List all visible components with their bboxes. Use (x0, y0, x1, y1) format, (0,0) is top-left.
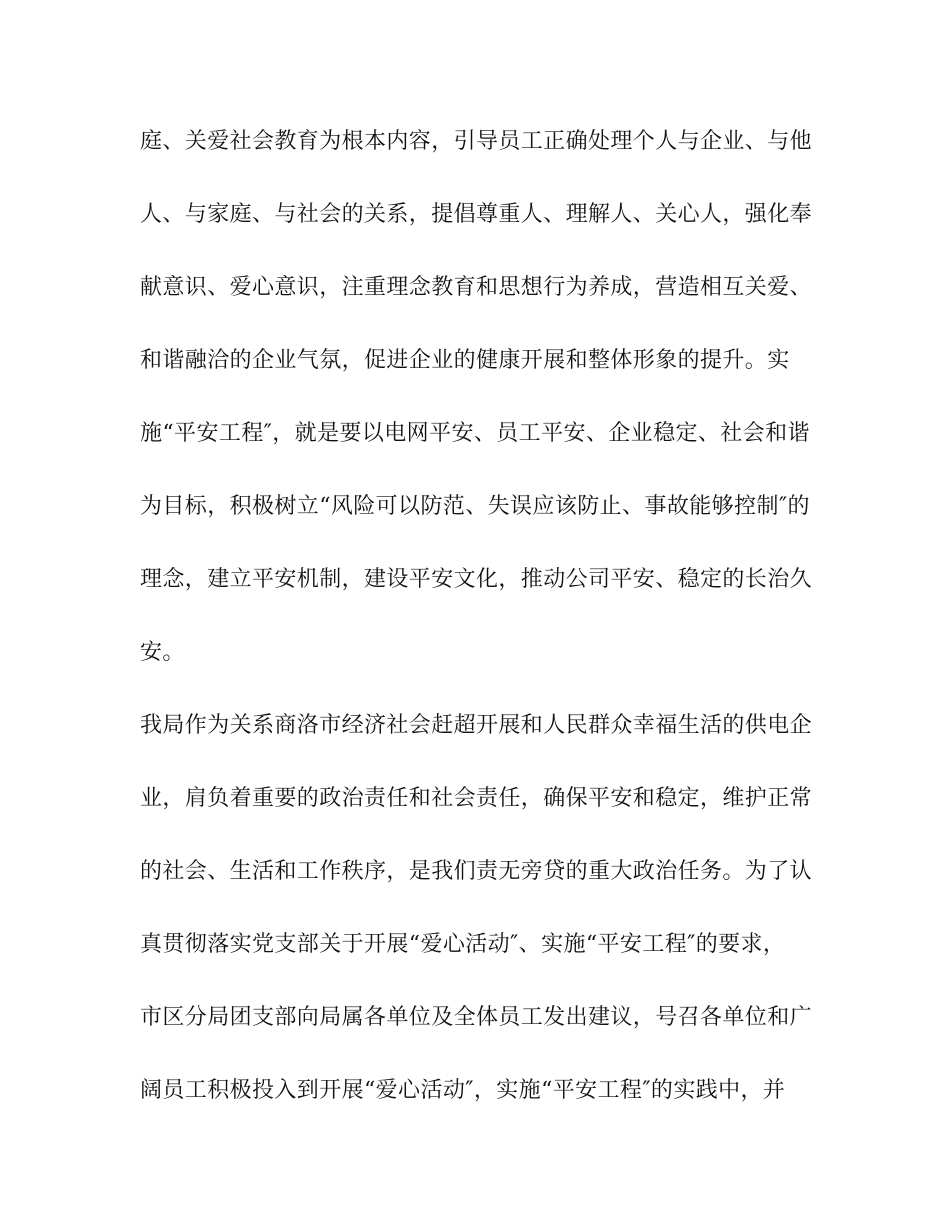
text-line: 业，肩负着重要的政治责任和社会责任，确保平安和稳定，维护正常 (140, 786, 813, 811)
text-line: 和谐融洽的企业气氛，促进企业的健康开展和整体形象的提升。实 (140, 348, 790, 373)
text-line: 人、与家庭、与社会的关系，提倡尊重人、理解人、关心人，强化奉 (140, 202, 813, 227)
text-line: 我局作为关系商洛市经济社会赶超开展和人民群众幸福生活的供电企 (140, 713, 813, 738)
text-line: 献意识、爱心意识，注重理念教育和思想行为养成，营造相互关爱、 (140, 275, 813, 300)
text-line: 理念，建立平安机制，建设平安文化，推动公司平安、稳定的长治久 (140, 567, 813, 592)
text-line: 的社会、生活和工作秩序，是我们责无旁贷的重大政治任务。为了认 (140, 859, 813, 884)
text-line: 阔员工积极投入到开展“爱心活动″，实施“平安工程″的实践中，并 (140, 1078, 786, 1103)
text-line: 为目标，积极树立“风险可以防范、失误应该防止、事故能够控制″的 (140, 494, 810, 519)
text-line: 施“平安工程″，就是要以电网平安、员工平安、企业稳定、社会和谐 (140, 421, 810, 446)
text-line: 市区分局团支部向局属各单位及全体员工发出建议，号召各单位和广 (140, 1005, 813, 1030)
text-line: 庭、关爱社会教育为根本内容，引导员工正确处理个人与企业、与他 (140, 129, 813, 154)
text-line: 安。 (140, 640, 185, 665)
text-line: 真贯彻落实党支部关于开展“爱心活动″、实施“平安工程″的要求， (140, 932, 786, 957)
